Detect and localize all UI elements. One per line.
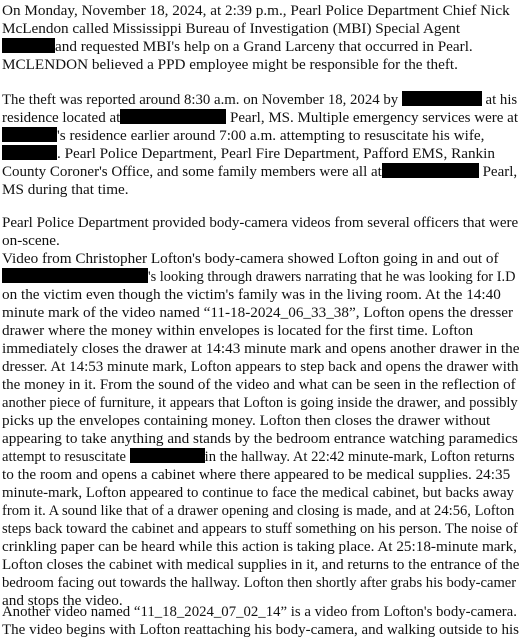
text-line: [2, 376, 516, 394]
text-line: [2, 358, 519, 376]
text-line: [2, 394, 518, 412]
text-span: the money in it. From the sound of the video and what can be seen in the reflection of: [2, 377, 516, 393]
text-span: MS during that time.: [2, 181, 129, 198]
text-span: attempt to resuscitate: [2, 449, 127, 465]
text-line: [2, 214, 518, 232]
text-line: [2, 603, 517, 621]
text-span: and requested MBI's help on a Grand Larceny that occurred in Pearl.: [55, 38, 473, 55]
text-span: on the victim even though the victim's family was in the living room. At the 14:40: [2, 286, 501, 303]
text-span: in the hallway. At 22:42 minute-mark, Lofton returns: [204, 449, 515, 465]
text-line: [2, 556, 519, 574]
text-line: [2, 466, 510, 484]
text-span: another piece of furniture, it appears that Lofton is going inside the drawer, and possibly: [2, 395, 518, 411]
text-span: 's residence earlier around 7:00 a.m. attempting to resuscitate his wife,: [57, 127, 485, 144]
text-line: [2, 304, 513, 322]
text-span: . Pearl Police Department, Pearl Fire Department, Pafford EMS, Rankin: [57, 145, 495, 162]
text-span: County Coroner's Office, and some family members were all at: [2, 164, 382, 180]
text-line: [2, 250, 499, 268]
text-span: The video begins with Lofton reattaching his body-camera, and walking outside to his: [2, 622, 519, 638]
text-line: [2, 412, 490, 430]
text-line: [2, 127, 484, 145]
text-span: on-scene.: [2, 232, 60, 249]
text-span: to the room and opens a cabinet where there appeared to be medical supplies. 24:35: [2, 466, 511, 483]
text-line: [2, 340, 519, 358]
text-span: 's looking through drawers narrating that he was looking for I.D: [148, 269, 516, 285]
text-line: [2, 538, 517, 556]
text-span: appearing to take anything and stands by the bedroom entrance watching paramedics: [2, 430, 518, 447]
text-span: The theft was reported around 8:30 a.m. on November 18, 2024 by: [2, 92, 399, 108]
text-span: Video from Christopher Lofton's body-camera showed Lofton going in and out of: [2, 250, 499, 267]
text-span: immediately closes the drawer at 14:43 minute mark and opens another drawer in the: [2, 340, 520, 357]
text-line: [2, 574, 516, 592]
text-span: Pearl Police Department provided body-camera videos from several officers that were: [2, 215, 519, 231]
text-line: [2, 56, 458, 74]
text-line: [2, 38, 473, 56]
redaction-block: [120, 109, 226, 124]
text-span: from it. A sound like that of a drawer opening and closing is made, and at 24:56, Lofton: [2, 503, 515, 519]
text-span: drawer where the money within envelopes is located for the first time. Lofton: [2, 322, 474, 339]
text-line: [2, 448, 515, 466]
text-span: and stops the video.: [2, 592, 123, 609]
text-span: McLendon called Mississippi Bureau of Investigation (MBI) Special Agent: [2, 20, 461, 37]
text-span: Lofton closes the cabinet with medical supplies in it, and returns to the entrance of the: [2, 557, 520, 573]
text-line: [2, 2, 510, 20]
redaction-block: [2, 127, 57, 142]
redaction-block: [130, 448, 205, 463]
text-line: [2, 268, 515, 286]
text-line: [2, 322, 473, 340]
text-span: MCLENDON believed a PPD employee might be responsible for the theft.: [2, 56, 458, 73]
redaction-block: [2, 268, 148, 283]
text-span: at his: [485, 92, 518, 108]
text-span: minute mark of the video named “11-18-2024_06_33_38”, Lofton opens the dresser: [2, 304, 514, 321]
text-span: bedroom facing out towards the hallway. Lofton then shortly after grabs his body-camer: [2, 575, 517, 591]
text-line: [2, 520, 518, 538]
text-line: [2, 109, 518, 127]
text-span: dresser. At 14:53 minute mark, Lofton appears to step back and opens the drawer with: [2, 359, 519, 375]
text-span: Another video named “11_18_2024_07_02_14” is a video from Lofton's body-camera.: [2, 604, 517, 620]
text-line: [2, 502, 514, 520]
text-span: Pearl, MS. Multiple emergency services were at: [230, 110, 518, 126]
redaction-block: [402, 91, 482, 106]
text-line: [2, 145, 495, 163]
text-line: [2, 232, 60, 250]
text-span: steps back toward the cabinet and appears to stuff something on his person. The noise of: [2, 521, 518, 537]
redaction-block: [2, 145, 57, 160]
text-line: [2, 286, 501, 304]
text-line: [2, 163, 517, 181]
text-line: [2, 621, 519, 639]
text-line: [2, 484, 514, 502]
text-line: [2, 91, 517, 109]
text-line: [2, 181, 129, 199]
text-span: residence located at: [2, 110, 121, 126]
text-span: picks up the envelopes containing money. Lofton then closes the drawer without: [2, 412, 491, 429]
text-span: crinkling paper can be heard while this action is taking place. At 25:18-minute mark,: [2, 538, 517, 555]
text-span: On Monday, November 18, 2024, at 2:39 p.m., Pearl Police Department Chief Nick: [2, 2, 510, 19]
text-span: minute-mark, Lofton appeared to continue to face the medical cabinet, but backs away: [2, 485, 514, 501]
redaction-block: [2, 38, 55, 53]
text-line: [2, 20, 460, 38]
text-line: [2, 430, 518, 448]
text-span: Pearl,: [482, 164, 518, 180]
redaction-block: [382, 163, 479, 178]
